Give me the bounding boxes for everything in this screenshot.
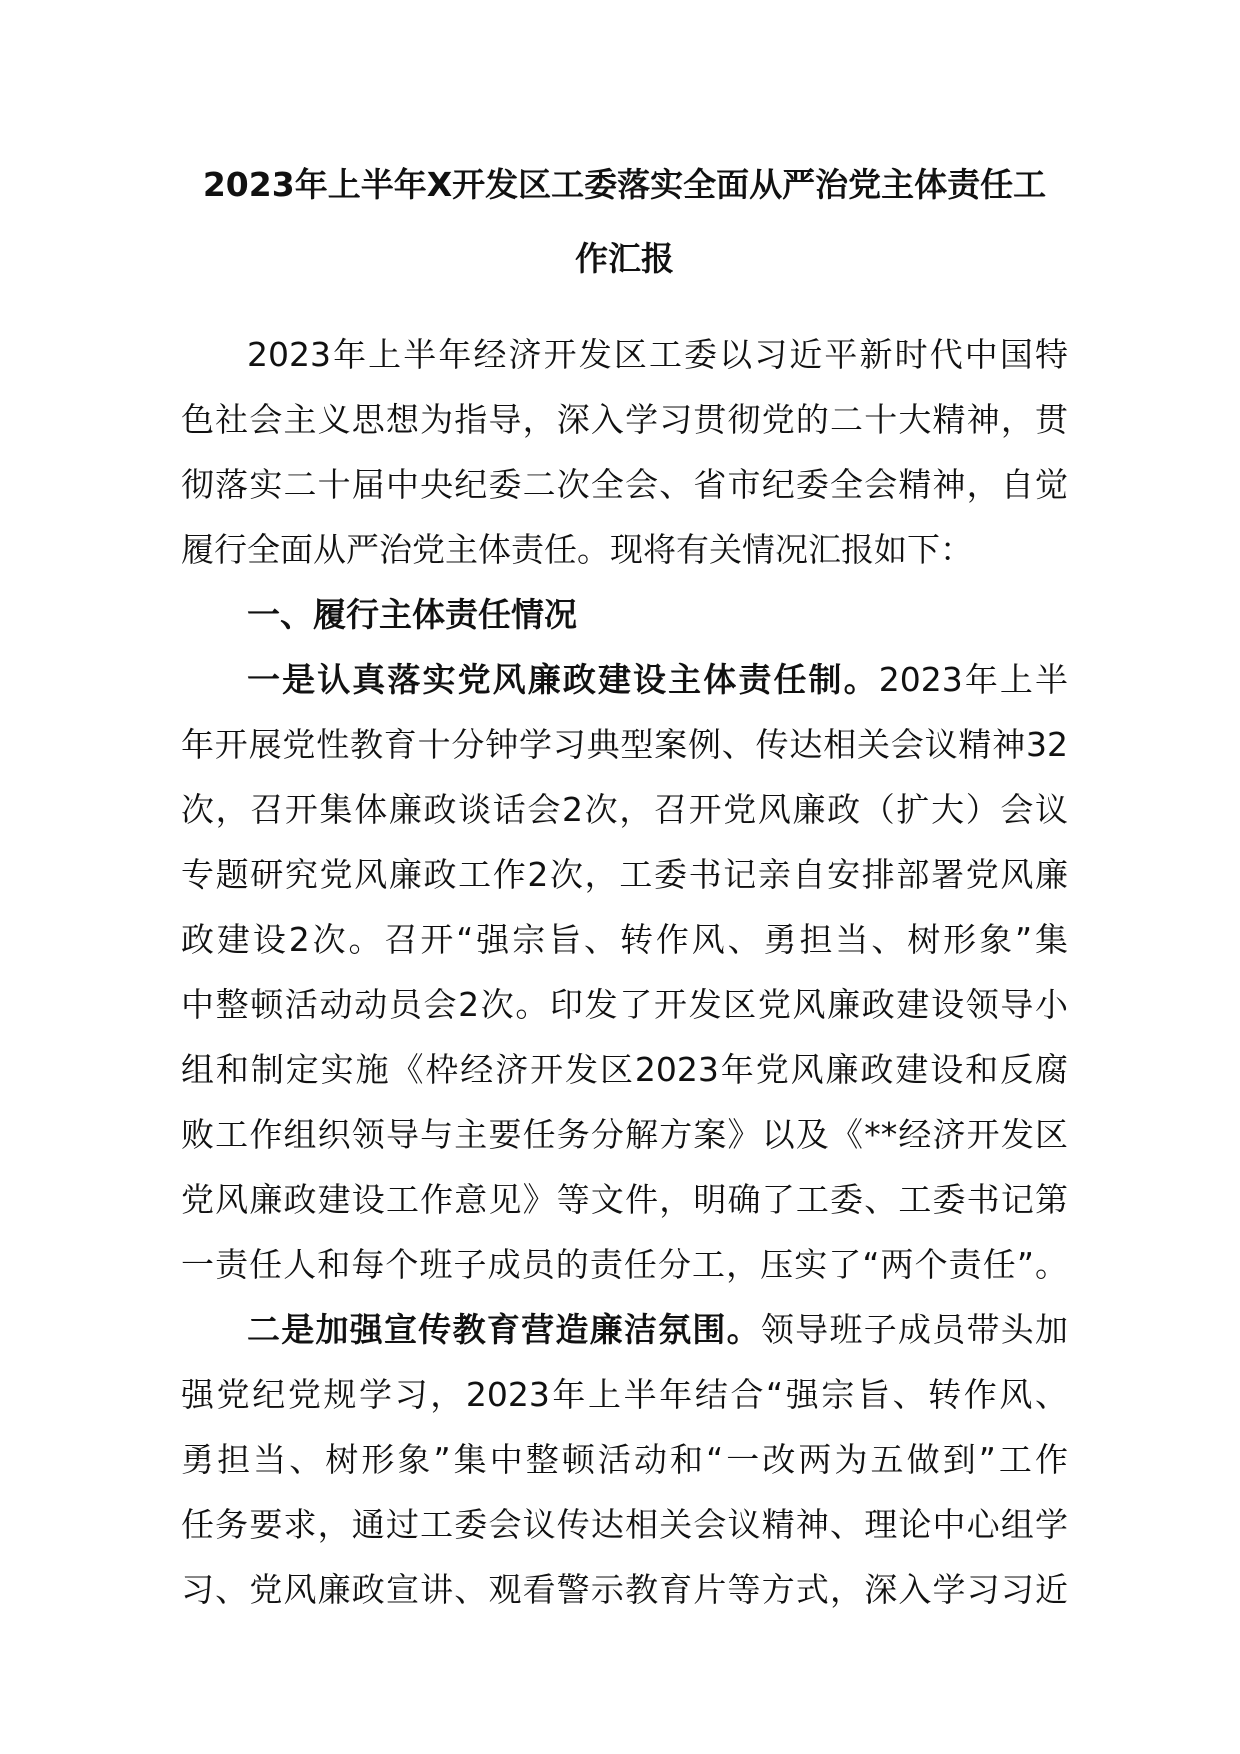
point-1-line: 一责任人和每个班子成员的责任分工，压实了“两个责任”。 xyxy=(181,1245,1068,1284)
point-2-lead: 二是加强宣传教育营造廉洁氛围。 xyxy=(247,1310,761,1349)
point-1-first-rest: 2023年上半 xyxy=(878,660,1069,699)
point-2-first-rest: 领导班子成员带头加 xyxy=(760,1310,1069,1349)
point-1-lead: 一是认真落实党风廉政建设主体责任制。 xyxy=(247,660,879,699)
point-2-line: 任务要求，通过工委会议传达相关会议精神、理论中心组学 xyxy=(181,1505,1068,1544)
point-1-line: 年开展党性教育十分钟学习典型案例、传达相关会议精神32 xyxy=(181,725,1068,764)
point-1-line: 败工作组织领导与主要任务分解方案》以及《**经济开发区 xyxy=(181,1115,1068,1154)
point-2-first-line xyxy=(181,1297,1068,1362)
intro-line: 色社会主义思想为指导，深入学习贯彻党的二十大精神，贯 xyxy=(181,400,1068,439)
point-1-line: 党风廉政建设工作意见》等文件，明确了工委、工委书记第 xyxy=(181,1180,1068,1219)
title-line-2: 作汇报 xyxy=(575,239,674,278)
title-line-1: 2023年上半年X开发区工委落实全面从严治党主体责任工 xyxy=(202,165,1047,204)
point-1-line: 专题研究党风廉政工作2次，工委书记亲自安排部署党风廉 xyxy=(181,855,1068,894)
point-1-line: 次，召开集体廉政谈话会2次，召开党风廉政（扩大）会议 xyxy=(181,790,1068,829)
document-title xyxy=(181,0,1068,296)
point-2-line: 习、党风廉政宣讲、观看警示教育片等方式，深入学习习近 xyxy=(181,1570,1068,1609)
point-1-line: 政建设2次。召开“强宗旨、转作风、勇担当、树形象”集 xyxy=(181,920,1068,959)
document-content xyxy=(181,0,1068,1622)
point-2-line: 勇担当、树形象”集中整顿活动和“一改两为五做到”工作 xyxy=(181,1440,1068,1479)
point-1-line: 中整顿活动动员会2次。印发了开发区党风廉政建设领导小 xyxy=(181,985,1068,1024)
intro-line: 2023年上半年经济开发区工委以习近平新时代中国特 xyxy=(247,335,1068,374)
intro-line: 履行全面从严治党主体责任。现将有关情况汇报如下： xyxy=(181,530,973,569)
intro-line: 彻落实二十届中央纪委二次全会、省市纪委全会精神，自觉 xyxy=(181,465,1068,504)
section-heading-1: 一、履行主体责任情况 xyxy=(247,595,577,634)
point-1-paragraph xyxy=(181,647,1068,1297)
intro-paragraph xyxy=(181,322,1068,582)
point-2-line: 强党纪党规学习，2023年上半年结合“强宗旨、转作风、 xyxy=(181,1375,1068,1414)
point-1-first-line xyxy=(181,647,1068,712)
point-1-line: 组和制定实施《枠经济开发区2023年党风廉政建设和反腐 xyxy=(181,1050,1068,1089)
point-2-paragraph xyxy=(181,1297,1068,1622)
document-body xyxy=(181,322,1068,1622)
